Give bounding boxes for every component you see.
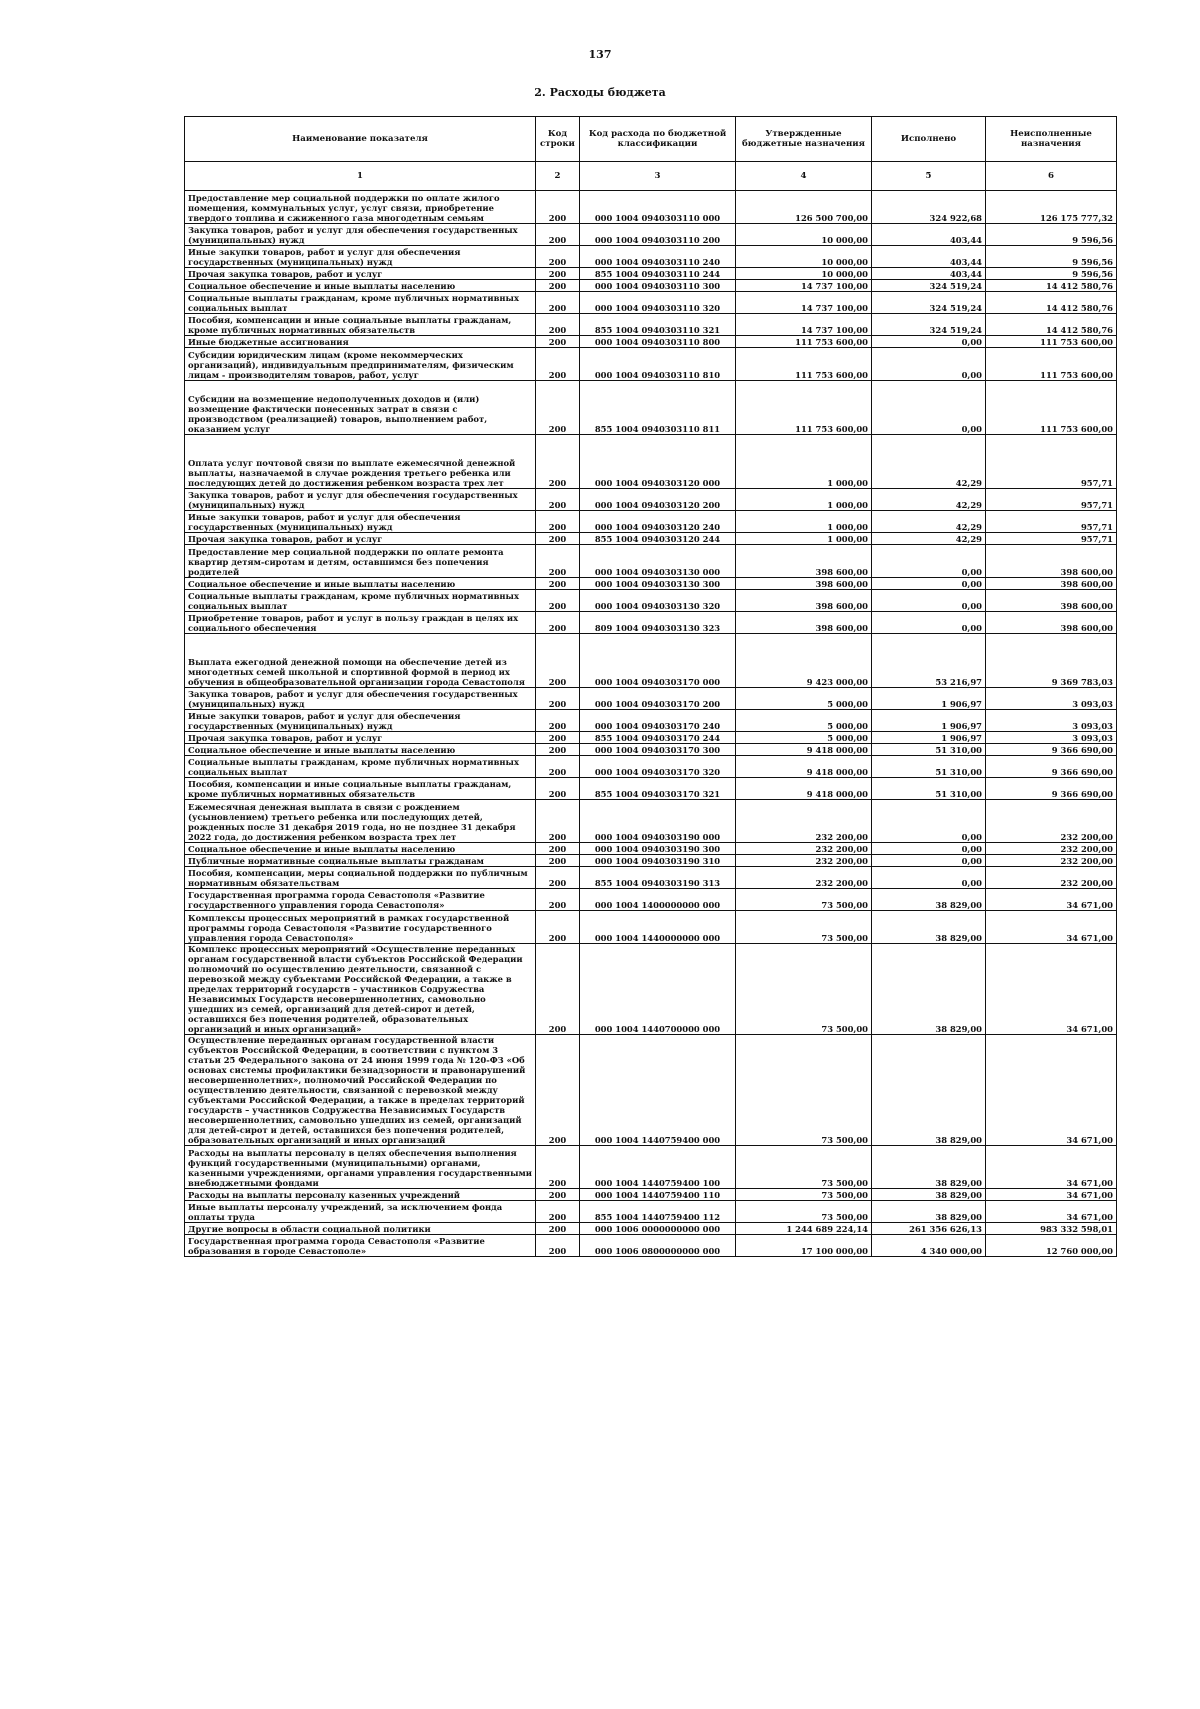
row-executed-cell: 403,44 [872,224,986,246]
row-unexecuted-cell: 9 596,56 [986,224,1117,246]
row-line-code-cell: 200 [536,1189,580,1201]
row-unexecuted-cell: 34 671,00 [986,889,1117,911]
column-header-classification-code: Код расхода по бюджетной классификации [580,117,736,162]
column-header-executed: Исполнено [872,117,986,162]
row-name-cell: Пособия, компенсации, меры социальной поддержки по публичным нормативным обязательствам [185,867,536,889]
row-classification-code-cell: 000 1004 0940303120 200 [580,489,736,511]
row-approved-cell: 73 500,00 [736,889,872,911]
row-name-cell: Государственная программа города Севастополя «Развитие государственного управления города Севастополя» [185,889,536,911]
row-approved-cell: 17 100 000,00 [736,1235,872,1257]
row-unexecuted-cell: 398 600,00 [986,578,1117,590]
row-name-cell: Субсидии юридическим лицам (кроме некоммерческих организаций), индивидуальным предпринимателям, физическим лицам - производителям товаров, работ, услуг [185,348,536,381]
row-approved-cell: 232 200,00 [736,800,872,843]
row-classification-code-cell: 000 1004 0940303170 240 [580,710,736,732]
column-header-line-code: Код строки [536,117,580,162]
row-unexecuted-cell: 34 671,00 [986,1189,1117,1201]
row-classification-code-cell: 000 1006 0000000000 000 [580,1223,736,1235]
row-classification-code-cell: 855 1004 0940303110 811 [580,381,736,435]
row-approved-cell: 9 418 000,00 [736,744,872,756]
row-name-cell: Предоставление мер социальной поддержки по оплате жилого помещения, коммунальных услуг, услуг связи, приобретение твердого топлива и сжиженного газа многодетным семьям [185,191,536,224]
row-unexecuted-cell: 126 175 777,32 [986,191,1117,224]
row-executed-cell: 324 519,24 [872,280,986,292]
row-name-cell: Прочая закупка товаров, работ и услуг [185,533,536,545]
row-classification-code-cell: 855 1004 0940303170 321 [580,778,736,800]
row-approved-cell: 1 000,00 [736,489,872,511]
row-classification-code-cell: 855 1004 0940303190 313 [580,867,736,889]
row-unexecuted-cell: 34 671,00 [986,944,1117,1035]
row-name-cell: Закупка товаров, работ и услуг для обеспечения государственных (муниципальных) нужд [185,688,536,710]
row-classification-code-cell: 855 1004 1440759400 112 [580,1201,736,1223]
row-unexecuted-cell: 398 600,00 [986,590,1117,612]
row-line-code-cell: 200 [536,1235,580,1257]
table-row [185,732,1117,744]
row-unexecuted-cell: 34 671,00 [986,911,1117,944]
row-unexecuted-cell: 398 600,00 [986,545,1117,578]
row-executed-cell: 261 356 626,13 [872,1223,986,1235]
row-name-cell: Иные закупки товаров, работ и услуг для обеспечения государственных (муниципальных) нужд [185,511,536,533]
row-line-code-cell: 200 [536,578,580,590]
row-approved-cell: 10 000,00 [736,246,872,268]
row-line-code-cell: 200 [536,489,580,511]
row-executed-cell: 324 519,24 [872,314,986,336]
table-row [185,612,1117,634]
row-executed-cell: 0,00 [872,843,986,855]
row-unexecuted-cell: 9 366 690,00 [986,744,1117,756]
row-name-cell: Комплексы процессных мероприятий в рамках государственной программы города Севастополя «Развитие государственного управления города Севастополя» [185,911,536,944]
row-name-cell: Предоставление мер социальной поддержки по оплате ремонта квартир детям-сиротам и детям, оставшимся без попечения родителей [185,545,536,578]
row-classification-code-cell: 000 1004 0940303120 240 [580,511,736,533]
table-row [185,280,1117,292]
row-classification-code-cell: 000 1004 0940303110 000 [580,191,736,224]
table-row [185,578,1117,590]
row-unexecuted-cell: 9 366 690,00 [986,778,1117,800]
row-classification-code-cell: 000 1004 0940303170 200 [580,688,736,710]
row-line-code-cell: 200 [536,292,580,314]
row-unexecuted-cell: 14 412 580,76 [986,292,1117,314]
row-line-code-cell: 200 [536,732,580,744]
row-classification-code-cell: 000 1004 0940303130 000 [580,545,736,578]
row-unexecuted-cell: 9 369 783,03 [986,634,1117,688]
row-approved-cell: 73 500,00 [736,1146,872,1189]
row-unexecuted-cell: 14 412 580,76 [986,280,1117,292]
row-approved-cell: 1 000,00 [736,511,872,533]
row-name-cell: Иные бюджетные ассигнования [185,336,536,348]
row-line-code-cell: 200 [536,800,580,843]
row-executed-cell: 38 829,00 [872,944,986,1035]
row-classification-code-cell: 000 1004 0940303120 000 [580,435,736,489]
row-executed-cell: 53 216,97 [872,634,986,688]
table-row [185,1235,1117,1257]
row-classification-code-cell: 000 1004 1440759400 100 [580,1146,736,1189]
row-classification-code-cell: 000 1004 0940303110 240 [580,246,736,268]
column-number: 4 [736,162,872,191]
row-name-cell: Другие вопросы в области социальной политики [185,1223,536,1235]
table-row [185,778,1117,800]
section-title: 2. Расходы бюджета [534,86,666,99]
table-row [185,911,1117,944]
table-body [185,191,1117,1257]
row-line-code-cell: 200 [536,867,580,889]
page-number: 137 [588,48,612,61]
row-executed-cell: 0,00 [872,867,986,889]
table-row [185,1223,1117,1235]
row-line-code-cell: 200 [536,889,580,911]
row-approved-cell: 14 737 100,00 [736,292,872,314]
row-line-code-cell: 200 [536,944,580,1035]
row-approved-cell: 398 600,00 [736,590,872,612]
row-line-code-cell: 200 [536,756,580,778]
row-approved-cell: 5 000,00 [736,732,872,744]
row-approved-cell: 1 244 689 224,14 [736,1223,872,1235]
table-row [185,590,1117,612]
row-name-cell: Ежемесячная денежная выплата в связи с рождением (усыновлением) третьего ребенка или последующих детей, рожденных после 31 декабря 2019 года, но не позднее 31 декабря 2022 года, до достижения ребенком возраста трех лет [185,800,536,843]
table-row [185,545,1117,578]
row-name-cell: Комплекс процессных мероприятий «Осуществление переданных органам государственной власти субъектов Российской Федерации полномочий по осуществлению деятельности, связанной с перевозкой между субъектами Российской Федерации, а также в пределах территорий государств – участников Содружества Независимых Государств несовершеннолетних, самовольно ушедших из семей, организаций для детей-сирот и детей, оставшихся без попечения родителей, образовательных организаций и иных организаций» [185,944,536,1035]
row-executed-cell: 324 519,24 [872,292,986,314]
row-name-cell: Расходы на выплаты персоналу казенных учреждений [185,1189,536,1201]
row-approved-cell: 73 500,00 [736,911,872,944]
row-name-cell: Иные закупки товаров, работ и услуг для обеспечения государственных (муниципальных) нужд [185,710,536,732]
row-unexecuted-cell: 232 200,00 [986,843,1117,855]
row-executed-cell: 42,29 [872,533,986,545]
row-classification-code-cell: 000 1004 0940303110 300 [580,280,736,292]
row-line-code-cell: 200 [536,511,580,533]
row-executed-cell: 0,00 [872,545,986,578]
row-line-code-cell: 200 [536,191,580,224]
table-row [185,756,1117,778]
table-row [185,855,1117,867]
row-unexecuted-cell: 3 093,03 [986,688,1117,710]
row-line-code-cell: 200 [536,710,580,732]
row-unexecuted-cell: 9 596,56 [986,246,1117,268]
row-classification-code-cell: 000 1004 0940303190 310 [580,855,736,867]
row-name-cell: Иные выплаты персоналу учреждений, за исключением фонда оплаты труда [185,1201,536,1223]
row-executed-cell: 38 829,00 [872,1189,986,1201]
row-executed-cell: 1 906,97 [872,688,986,710]
row-executed-cell: 0,00 [872,612,986,634]
table-row [185,268,1117,280]
row-executed-cell: 1 906,97 [872,710,986,732]
row-name-cell: Пособия, компенсации и иные социальные выплаты гражданам, кроме публичных нормативных обязательств [185,314,536,336]
row-unexecuted-cell: 398 600,00 [986,612,1117,634]
row-executed-cell: 0,00 [872,855,986,867]
row-name-cell: Социальное обеспечение и иные выплаты населению [185,744,536,756]
row-executed-cell: 0,00 [872,381,986,435]
row-classification-code-cell: 000 1004 0940303110 200 [580,224,736,246]
row-classification-code-cell: 855 1004 0940303120 244 [580,533,736,545]
row-line-code-cell: 200 [536,843,580,855]
row-name-cell: Субсидии на возмещение недополученных доходов и (или) возмещение фактически понесенных затрат в связи с производством (реализацией) товаров, выполнением работ, оказанием услуг [185,381,536,435]
row-classification-code-cell: 000 1004 0940303110 800 [580,336,736,348]
row-classification-code-cell: 000 1004 1440000000 000 [580,911,736,944]
row-unexecuted-cell: 957,71 [986,511,1117,533]
row-classification-code-cell: 000 1004 1440700000 000 [580,944,736,1035]
row-approved-cell: 5 000,00 [736,688,872,710]
row-classification-code-cell: 000 1004 1440759400 000 [580,1035,736,1146]
table-row [185,246,1117,268]
row-classification-code-cell: 809 1004 0940303130 323 [580,612,736,634]
row-name-cell: Социальные выплаты гражданам, кроме публичных нормативных социальных выплат [185,756,536,778]
table-row [185,489,1117,511]
table-row [185,348,1117,381]
row-unexecuted-cell: 9 366 690,00 [986,756,1117,778]
row-line-code-cell: 200 [536,268,580,280]
row-name-cell: Социальное обеспечение и иные выплаты населению [185,843,536,855]
row-unexecuted-cell: 9 596,56 [986,268,1117,280]
row-classification-code-cell: 000 1004 0940303190 000 [580,800,736,843]
row-name-cell: Выплата ежегодной денежной помощи на обеспечение детей из многодетных семей школьной и спортивной формой в период их обучения в общеобразовательной организации города Севастополя [185,634,536,688]
row-classification-code-cell: 000 1004 0940303170 300 [580,744,736,756]
row-executed-cell: 38 829,00 [872,1146,986,1189]
row-unexecuted-cell: 957,71 [986,489,1117,511]
row-unexecuted-cell: 232 200,00 [986,867,1117,889]
row-approved-cell: 398 600,00 [736,545,872,578]
row-approved-cell: 1 000,00 [736,435,872,489]
table-row [185,314,1117,336]
table-row [185,292,1117,314]
row-executed-cell: 0,00 [872,348,986,381]
row-executed-cell: 38 829,00 [872,889,986,911]
row-approved-cell: 10 000,00 [736,224,872,246]
table-column-numbers-row [185,162,1117,191]
table-row [185,843,1117,855]
row-name-cell: Приобретение товаров, работ и услуг в пользу граждан в целях их социального обеспечения [185,612,536,634]
row-executed-cell: 51 310,00 [872,756,986,778]
row-unexecuted-cell: 232 200,00 [986,855,1117,867]
table-row [185,634,1117,688]
row-line-code-cell: 200 [536,336,580,348]
row-approved-cell: 14 737 100,00 [736,280,872,292]
row-line-code-cell: 200 [536,314,580,336]
table-row [185,336,1117,348]
row-line-code-cell: 200 [536,348,580,381]
row-executed-cell: 42,29 [872,511,986,533]
table-row [185,1146,1117,1189]
row-line-code-cell: 200 [536,381,580,435]
row-executed-cell: 0,00 [872,336,986,348]
row-executed-cell: 42,29 [872,435,986,489]
row-name-cell: Расходы на выплаты персоналу в целях обеспечения выполнения функций государственными (муниципальными) органами, казенными учреждениями, органами управления государственными внебюджетными фондами [185,1146,536,1189]
row-unexecuted-cell: 3 093,03 [986,710,1117,732]
budget-expenses-table [184,116,1117,1257]
column-number: 6 [986,162,1117,191]
row-unexecuted-cell: 111 753 600,00 [986,336,1117,348]
table-row [185,1201,1117,1223]
row-approved-cell: 111 753 600,00 [736,348,872,381]
row-executed-cell: 4 340 000,00 [872,1235,986,1257]
row-name-cell: Осуществление переданных органам государственной власти субъектов Российской Федерации, в соответствии с пунктом 3 статьи 25 Федерального закона от 24 июня 1999 года № 120-ФЗ «Об основах системы профилактики безнадзорности и правонарушений несовершеннолетних», полномочий Российской Федерации по осуществлению деятельности, связанной с перевозкой между субъектами Российской Федерации, а также в пределах территорий государств – участников Содружества Независимых Государств несовершеннолетних, самовольно ушедших из семей, организаций для детей-сирот и детей, оставшихся без попечения родителей, образовательных организаций и иных организаций [185,1035,536,1146]
row-executed-cell: 51 310,00 [872,778,986,800]
row-approved-cell: 73 500,00 [736,944,872,1035]
row-approved-cell: 232 200,00 [736,867,872,889]
row-unexecuted-cell: 34 671,00 [986,1146,1117,1189]
row-approved-cell: 9 418 000,00 [736,756,872,778]
row-classification-code-cell: 000 1004 0940303130 300 [580,578,736,590]
row-line-code-cell: 200 [536,224,580,246]
row-executed-cell: 0,00 [872,578,986,590]
table-row [185,435,1117,489]
row-name-cell: Иные закупки товаров, работ и услуг для обеспечения государственных (муниципальных) нужд [185,246,536,268]
table-row [185,889,1117,911]
row-classification-code-cell: 000 1004 1440759400 110 [580,1189,736,1201]
row-approved-cell: 5 000,00 [736,710,872,732]
column-header-unexecuted: Неисполненные назначения [986,117,1117,162]
row-classification-code-cell: 000 1004 1400000000 000 [580,889,736,911]
row-name-cell: Государственная программа города Севастополя «Развитие образования в городе Севастополе» [185,1235,536,1257]
row-executed-cell: 403,44 [872,268,986,280]
row-unexecuted-cell: 957,71 [986,435,1117,489]
table-row [185,944,1117,1035]
row-approved-cell: 398 600,00 [736,612,872,634]
table-row [185,511,1117,533]
row-unexecuted-cell: 111 753 600,00 [986,348,1117,381]
row-name-cell: Закупка товаров, работ и услуг для обеспечения государственных (муниципальных) нужд [185,489,536,511]
row-executed-cell: 0,00 [872,590,986,612]
row-line-code-cell: 200 [536,1035,580,1146]
row-classification-code-cell: 000 1004 0940303170 000 [580,634,736,688]
row-executed-cell: 403,44 [872,246,986,268]
row-name-cell: Прочая закупка товаров, работ и услуг [185,268,536,280]
column-number: 5 [872,162,986,191]
row-classification-code-cell: 000 1004 0940303110 320 [580,292,736,314]
row-executed-cell: 51 310,00 [872,744,986,756]
row-line-code-cell: 200 [536,911,580,944]
row-approved-cell: 9 423 000,00 [736,634,872,688]
row-classification-code-cell: 855 1004 0940303110 244 [580,268,736,280]
row-classification-code-cell: 000 1004 0940303190 300 [580,843,736,855]
row-line-code-cell: 200 [536,744,580,756]
row-approved-cell: 14 737 100,00 [736,314,872,336]
row-approved-cell: 111 753 600,00 [736,336,872,348]
row-executed-cell: 324 922,68 [872,191,986,224]
table-row [185,1189,1117,1201]
table-row [185,381,1117,435]
row-approved-cell: 232 200,00 [736,843,872,855]
row-line-code-cell: 200 [536,590,580,612]
row-approved-cell: 73 500,00 [736,1189,872,1201]
column-header-name: Наименование показателя [185,117,536,162]
row-name-cell: Социальные выплаты гражданам, кроме публичных нормативных социальных выплат [185,292,536,314]
row-unexecuted-cell: 111 753 600,00 [986,381,1117,435]
row-line-code-cell: 200 [536,855,580,867]
row-approved-cell: 73 500,00 [736,1201,872,1223]
row-executed-cell: 1 906,97 [872,732,986,744]
table-row [185,191,1117,224]
row-line-code-cell: 200 [536,280,580,292]
row-executed-cell: 38 829,00 [872,911,986,944]
column-number: 1 [185,162,536,191]
table-row [185,867,1117,889]
row-approved-cell: 126 500 700,00 [736,191,872,224]
row-executed-cell: 42,29 [872,489,986,511]
row-line-code-cell: 200 [536,1146,580,1189]
row-classification-code-cell: 855 1004 0940303110 321 [580,314,736,336]
table-row [185,800,1117,843]
row-unexecuted-cell: 34 671,00 [986,1201,1117,1223]
row-name-cell: Социальное обеспечение и иные выплаты населению [185,280,536,292]
row-unexecuted-cell: 34 671,00 [986,1035,1117,1146]
row-unexecuted-cell: 983 332 598,01 [986,1223,1117,1235]
table-row [185,1035,1117,1146]
row-unexecuted-cell: 232 200,00 [986,800,1117,843]
row-line-code-cell: 200 [536,688,580,710]
row-name-cell: Социальные выплаты гражданам, кроме публичных нормативных социальных выплат [185,590,536,612]
row-line-code-cell: 200 [536,435,580,489]
column-number: 3 [580,162,736,191]
row-line-code-cell: 200 [536,545,580,578]
row-classification-code-cell: 000 1006 0800000000 000 [580,1235,736,1257]
column-header-approved: Утвержденные бюджетные назначения [736,117,872,162]
row-name-cell: Социальное обеспечение и иные выплаты населению [185,578,536,590]
table-header-row [185,117,1117,162]
row-unexecuted-cell: 14 412 580,76 [986,314,1117,336]
row-unexecuted-cell: 3 093,03 [986,732,1117,744]
row-line-code-cell: 200 [536,533,580,545]
row-unexecuted-cell: 12 760 000,00 [986,1235,1117,1257]
row-line-code-cell: 200 [536,612,580,634]
row-classification-code-cell: 000 1004 0940303170 320 [580,756,736,778]
row-name-cell: Пособия, компенсации и иные социальные выплаты гражданам, кроме публичных нормативных обязательств [185,778,536,800]
row-line-code-cell: 200 [536,246,580,268]
row-approved-cell: 9 418 000,00 [736,778,872,800]
row-approved-cell: 10 000,00 [736,268,872,280]
row-name-cell: Закупка товаров, работ и услуг для обеспечения государственных (муниципальных) нужд [185,224,536,246]
table-row [185,710,1117,732]
row-executed-cell: 38 829,00 [872,1035,986,1146]
row-approved-cell: 111 753 600,00 [736,381,872,435]
row-classification-code-cell: 000 1004 0940303110 810 [580,348,736,381]
row-approved-cell: 1 000,00 [736,533,872,545]
table-row [185,224,1117,246]
row-unexecuted-cell: 957,71 [986,533,1117,545]
table-row [185,688,1117,710]
row-approved-cell: 73 500,00 [736,1035,872,1146]
row-name-cell: Прочая закупка товаров, работ и услуг [185,732,536,744]
row-line-code-cell: 200 [536,1201,580,1223]
row-name-cell: Публичные нормативные социальные выплаты гражданам [185,855,536,867]
row-classification-code-cell: 855 1004 0940303170 244 [580,732,736,744]
table-row [185,533,1117,545]
row-executed-cell: 38 829,00 [872,1201,986,1223]
row-approved-cell: 398 600,00 [736,578,872,590]
row-classification-code-cell: 000 1004 0940303130 320 [580,590,736,612]
row-line-code-cell: 200 [536,778,580,800]
row-name-cell: Оплата услуг почтовой связи по выплате ежемесячной денежной выплаты, назначаемой в случае рождения третьего ребенка или последующих детей до достижения ребенком возраста трех лет [185,435,536,489]
row-executed-cell: 0,00 [872,800,986,843]
row-approved-cell: 232 200,00 [736,855,872,867]
row-line-code-cell: 200 [536,1223,580,1235]
column-number: 2 [536,162,580,191]
table-row [185,744,1117,756]
row-line-code-cell: 200 [536,634,580,688]
